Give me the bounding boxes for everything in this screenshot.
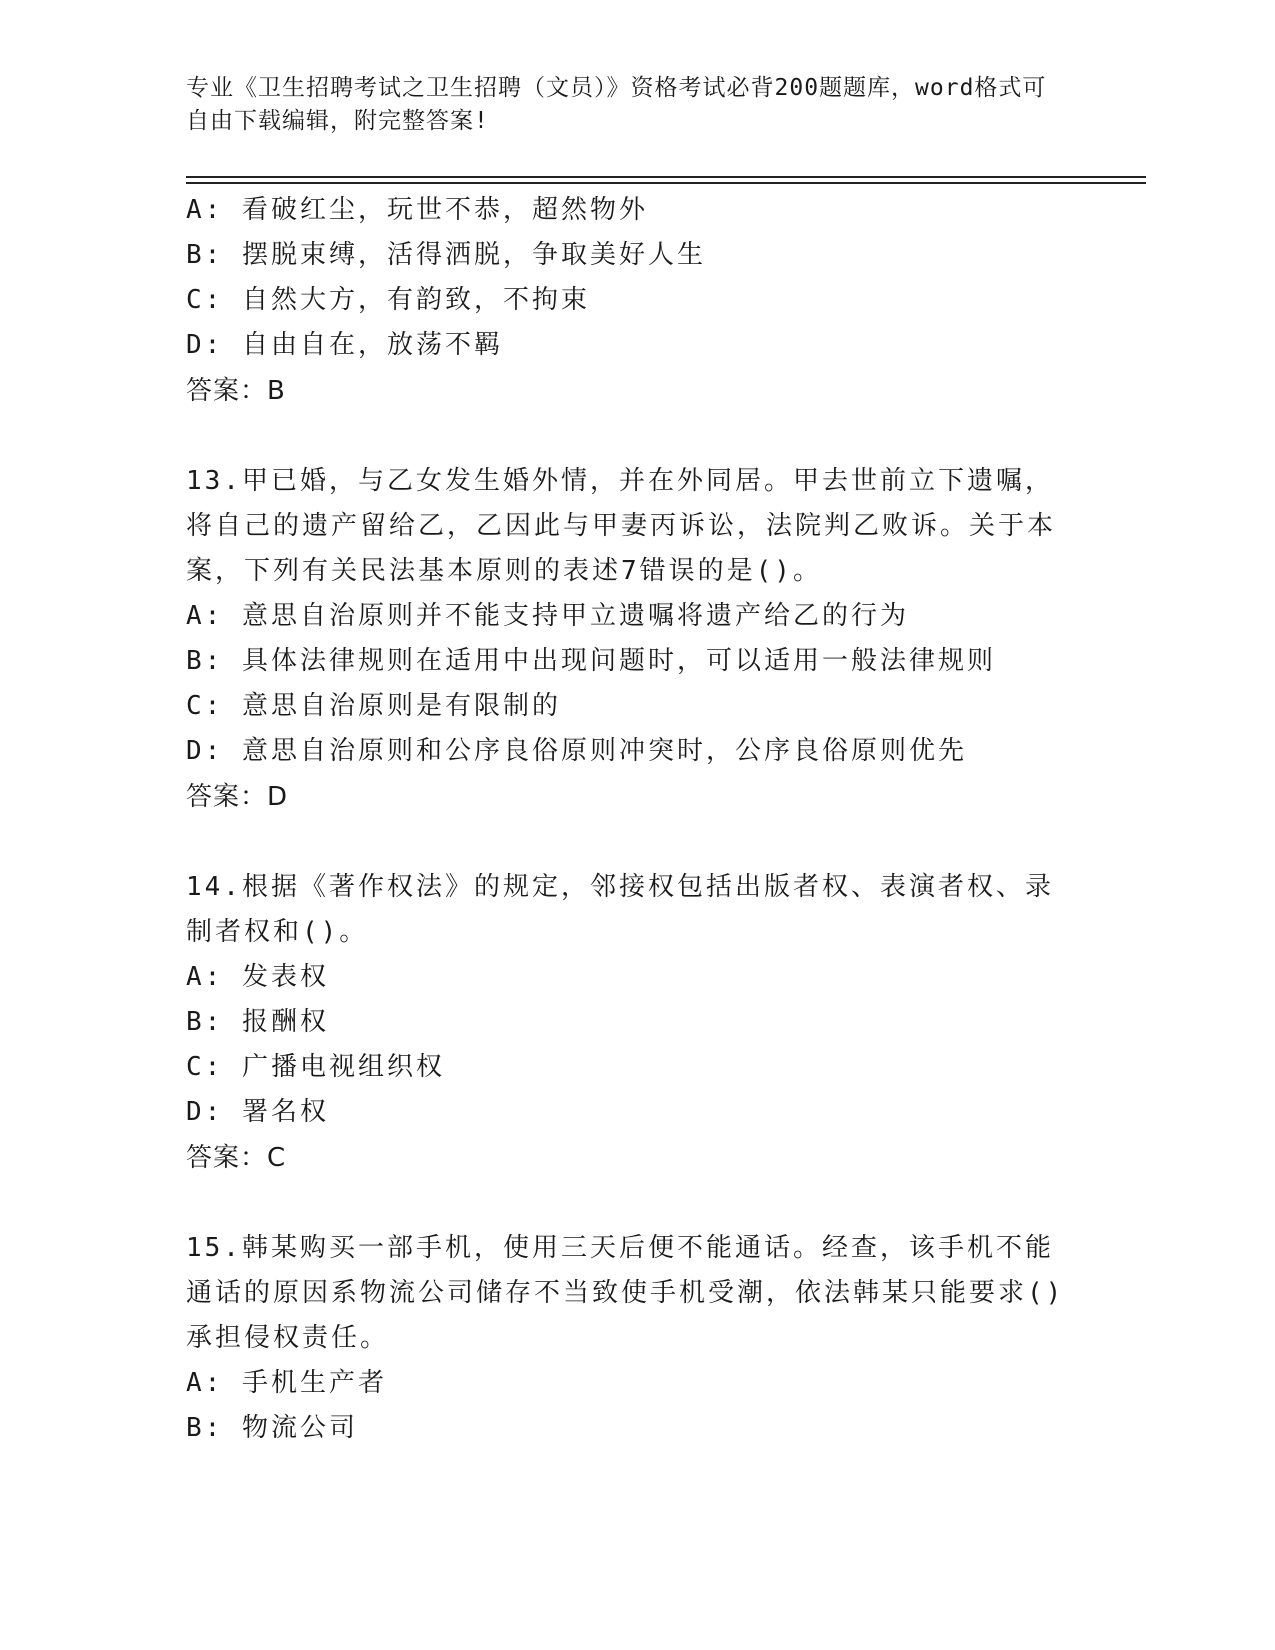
option-a: A: 手机生产者 xyxy=(186,1368,387,1398)
spacer xyxy=(186,820,1066,865)
option-a: A: 意思自治原则并不能支持甲立遗嘱将遗产给乙的行为 xyxy=(186,601,909,631)
option-c: C: 广播电视组织权 xyxy=(186,1052,445,1082)
option-c: C: 意思自治原则是有限制的 xyxy=(186,691,561,721)
question-13-block xyxy=(186,459,1066,820)
document-body xyxy=(186,188,1066,1451)
option-b: B: 具体法律规则在适用中出现问题时，可以适用一般法律规则 xyxy=(186,646,996,676)
option-a: A: 看破红尘，玩世不恭，超然物外 xyxy=(186,195,648,225)
question-12-block xyxy=(186,188,1066,414)
header-rule-top xyxy=(186,176,1146,178)
spacer xyxy=(186,414,1066,459)
option-d: D: 意思自治原则和公序良俗原则冲突时，公序良俗原则优先 xyxy=(186,736,967,766)
option-b: B: 报酬权 xyxy=(186,1007,329,1037)
answer-line: 答案：B xyxy=(186,376,286,406)
answer-line: 答案：D xyxy=(186,782,289,812)
question-14-block xyxy=(186,865,1066,1181)
option-b: B: 摆脱束缚，活得洒脱，争取美好人生 xyxy=(186,240,706,270)
question-15-block xyxy=(186,1226,1066,1451)
option-a: A: 发表权 xyxy=(186,962,329,992)
option-b: B: 物流公司 xyxy=(186,1413,358,1443)
question-text: 13.甲已婚，与乙女发生婚外情，并在外同居。甲去世前立下遗嘱，将自己的遗产留给乙，乙因此与甲妻丙诉讼，法院判乙败诉。关于本案，下列有关民法基本原则的表述7错误的是()。 xyxy=(186,466,1057,586)
header-rule-bottom xyxy=(186,182,1146,184)
document-header: 专业《卫生招聘考试之卫生招聘（文员）》资格考试必背200题题库，word格式可自由下载编辑，附完整答案! xyxy=(186,75,1047,134)
spacer xyxy=(186,1181,1066,1226)
answer-line: 答案：C xyxy=(186,1143,287,1173)
question-text: 15.韩某购买一部手机，使用三天后便不能通话。经查，该手机不能通话的原因系物流公司储存不当致使手机受潮，依法韩某只能要求()承担侵权责任。 xyxy=(186,1233,1065,1353)
option-d: D: 自由自在，放荡不羁 xyxy=(186,330,503,360)
question-text: 14.根据《著作权法》的规定，邻接权包括出版者权、表演者权、录制者权和()。 xyxy=(186,872,1054,947)
option-d: D: 署名权 xyxy=(186,1097,329,1127)
option-c: C: 自然大方，有韵致，不拘束 xyxy=(186,285,590,315)
